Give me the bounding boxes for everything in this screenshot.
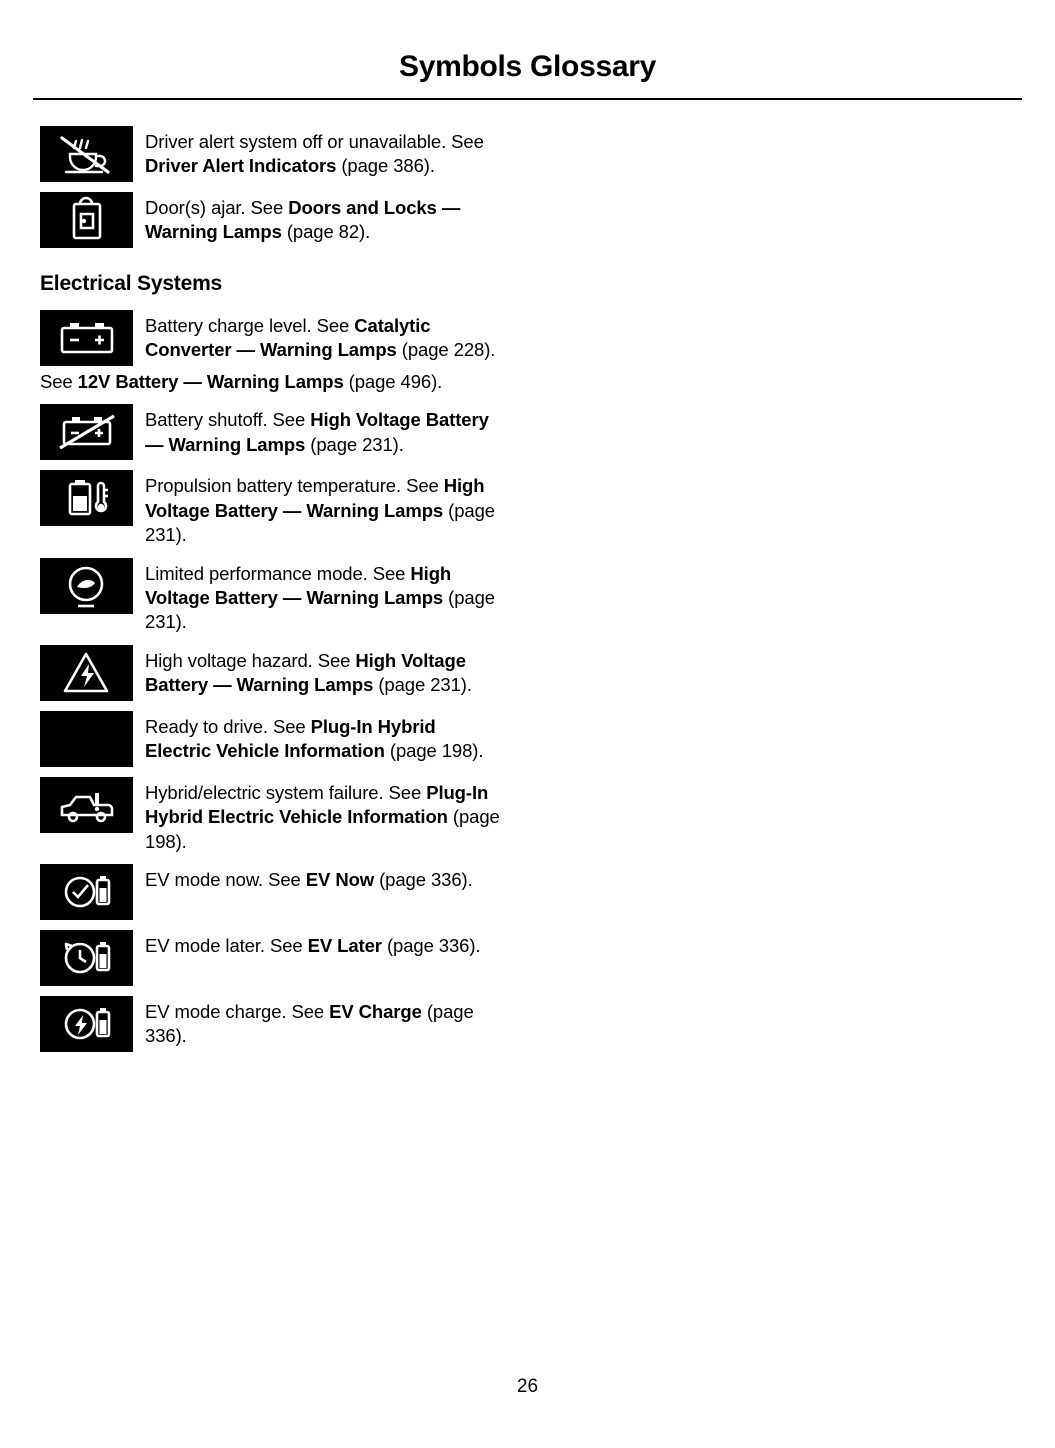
entry-description: Propulsion battery temperature. See High Voltage Battery — Warning Lamps (page 231). [145,475,495,546]
entry-description: Limited performance mode. See High Voltage Battery — Warning Lamps (page 231). [145,562,495,633]
list-item [40,996,500,1052]
entry-description: Battery shutoff. See High Voltage Battery — Warning Lamps (page 231). [145,409,489,455]
list-item [40,777,500,854]
entry-description: EV mode charge. See EV Charge (page 336). [145,1001,474,1047]
list-item [40,126,500,182]
list-item [40,711,500,767]
list-item [40,470,500,547]
hybrid-system-failure-icon [40,777,133,833]
entry-description-continuation: See 12V Battery — Warning Lamps (page 496). [40,371,443,392]
entry-description: EV mode later. See EV Later (page 336). [145,935,481,957]
list-item [40,404,500,460]
header-divider [33,98,1022,100]
driver-alert-off-icon [40,126,133,182]
ev-now-icon [40,864,133,920]
ev-later-icon [40,930,133,986]
entry-description: Door(s) ajar. See Doors and Locks — Warning Lamps (page 82). [145,197,461,243]
list-item [40,645,500,701]
door-ajar-icon [40,192,133,248]
entry-description: High voltage hazard. See High Voltage Battery — Warning Lamps (page 231). [145,649,472,696]
propulsion-battery-temperature-icon [40,470,133,526]
page-number: 26 [516,1376,539,1397]
ev-charge-icon [40,996,133,1052]
ready-to-drive-icon [40,711,133,767]
battery-charge-level-icon [40,310,133,366]
high-voltage-hazard-icon [40,645,133,701]
entry-description: Battery charge level. See Catalytic Converter — Warning Lamps (page 228). [145,315,496,361]
ready-label [40,711,133,767]
list-item [40,558,500,635]
glossary-content [40,126,500,1052]
page-title: Symbols Glossary [399,50,656,83]
section-heading-electrical-systems: Electrical Systems [40,272,223,295]
entry-description: Hybrid/electric system failure. See Plug-In Hybrid Electric Vehicle Information (page 198). [145,781,500,852]
list-item [40,864,500,920]
list-item [40,310,500,366]
entry-description: Driver alert system off or unavailable. See Driver Alert Indicators (page 386). [145,131,484,177]
list-item [40,930,500,986]
limited-performance-mode-icon [40,558,133,614]
battery-shutoff-icon [40,404,133,460]
list-item [40,192,500,248]
entry-description: EV mode now. See EV Now (page 336). [145,869,473,891]
entry-description: Ready to drive. See Plug-In Hybrid Electric Vehicle Information (page 198). [145,715,484,762]
